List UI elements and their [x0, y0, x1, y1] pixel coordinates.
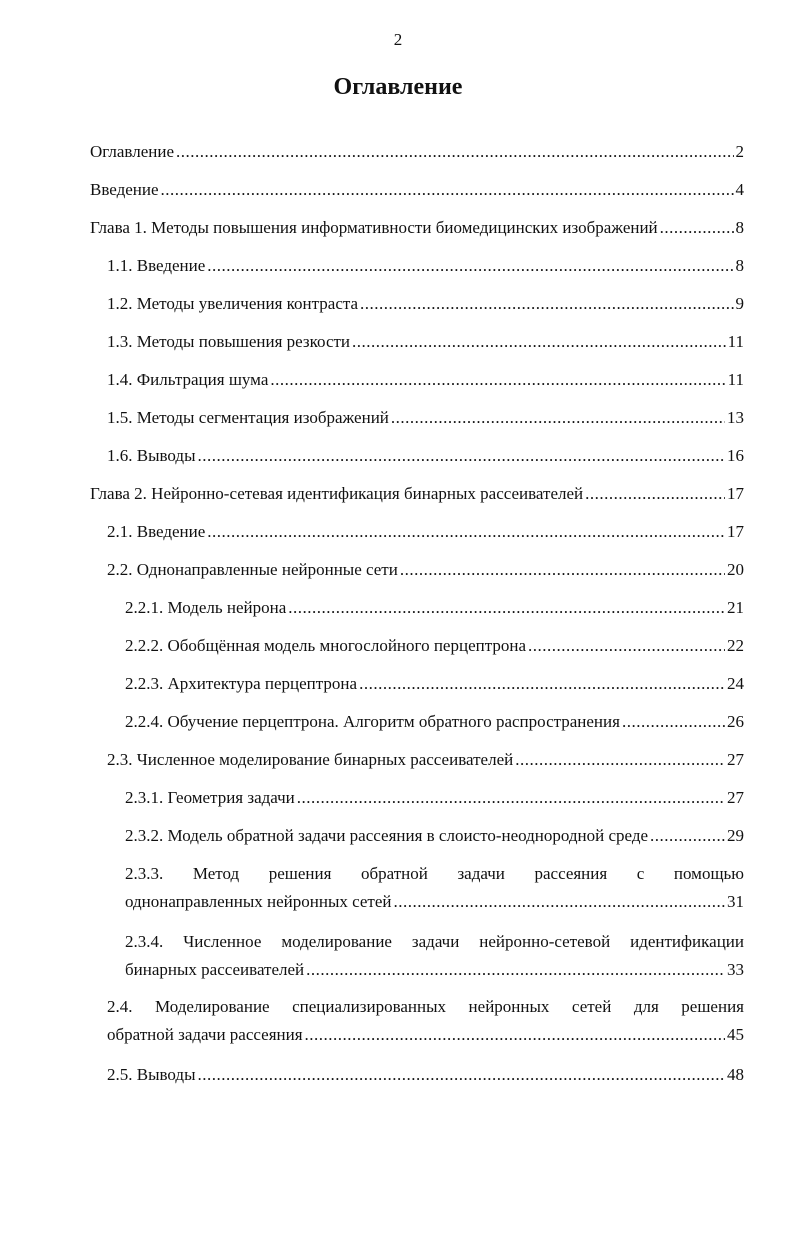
dot-leader	[515, 746, 725, 774]
toc-entry-page: 9	[735, 294, 744, 313]
dot-leader	[207, 518, 725, 546]
toc-entry-label: 2.2.3. Архитектура перцептрона	[125, 674, 358, 693]
toc-title: Оглавление	[333, 74, 463, 100]
toc-entry-chapter-2[interactable]	[90, 480, 744, 508]
toc-entry-label-line2: обратной задачи рассеяния	[107, 1025, 303, 1044]
toc-entry-label: Глава 1. Методы повышения информативности биомедицинских изображений	[90, 218, 658, 237]
toc-entry-2-3-3[interactable]	[125, 860, 744, 916]
toc-entry-label-line2: однонаправленных нейронных сетей	[125, 892, 392, 911]
toc-entry-2-3-1[interactable]	[125, 784, 744, 812]
toc-entry-2-2-2[interactable]	[125, 632, 744, 660]
toc-entry-page: 24	[727, 674, 744, 693]
toc-entry-1-5[interactable]	[107, 404, 744, 432]
toc-entry-page: 48	[727, 1065, 744, 1084]
toc-entry-label: Оглавление	[90, 142, 174, 161]
toc-entry-label: 2.2.4. Обучение перцептрона. Алгоритм обратного распространения	[125, 712, 620, 731]
toc-entry-label: 1.4. Фильтрация шума	[107, 370, 269, 389]
toc-entry-page: 26	[727, 712, 744, 731]
dot-leader	[360, 290, 733, 318]
dot-leader	[391, 404, 725, 432]
dot-leader	[198, 442, 725, 470]
toc-entry-2-5[interactable]	[107, 1061, 744, 1089]
dot-leader	[161, 176, 734, 204]
dot-leader	[585, 480, 725, 508]
toc-entry-page: 27	[727, 750, 744, 769]
toc-entry-1-1[interactable]	[107, 252, 744, 280]
toc-entry-page: 17	[727, 484, 744, 503]
toc-entry-page: 16	[727, 446, 744, 465]
dot-leader	[176, 138, 734, 166]
toc-entry-label: 2.2.2. Обобщённая модель многослойного перцептрона	[125, 636, 526, 655]
dot-leader	[359, 670, 725, 698]
toc-entry-2-1[interactable]	[107, 518, 744, 546]
toc-entry-page: 4	[735, 180, 744, 199]
toc-entry-label: 1.1. Введение	[107, 256, 206, 275]
dot-leader	[270, 366, 725, 394]
toc-entry-1-3[interactable]	[107, 328, 744, 356]
toc-entry-page: 29	[727, 826, 744, 845]
dot-leader	[650, 822, 725, 850]
toc-entry-label: 1.5. Методы сегментация изображений	[107, 408, 389, 427]
dot-leader	[528, 632, 725, 660]
toc-entry-page: 27	[727, 788, 744, 807]
toc-entry-page: 8	[735, 256, 744, 275]
toc-entry-page: 33	[727, 960, 744, 979]
toc-entry-contents[interactable]	[90, 138, 744, 166]
dot-leader	[660, 214, 734, 242]
toc-entry-2-2-3[interactable]	[125, 670, 744, 698]
toc-entry-page: 20	[727, 560, 744, 579]
toc-entry-label: 2.5. Выводы	[107, 1065, 196, 1084]
toc-entry-label-line1: 2.4. Моделирование специализированных нейронных сетей для решения	[107, 997, 744, 1016]
toc-entry-1-4[interactable]	[107, 366, 744, 394]
toc-entry-label: 2.3. Численное моделирование бинарных рассеивателей	[107, 750, 514, 769]
dot-leader	[394, 888, 726, 916]
toc-entry-label-line1: 2.3.4. Численное моделирование задачи нейронно-сетевой идентификации	[125, 932, 744, 951]
toc-entry-label: 1.3. Методы повышения резкости	[107, 332, 351, 351]
toc-entry-page: 2	[735, 142, 744, 161]
toc-entry-label: 2.3.2. Модель обратной задачи рассеяния в слоисто-неоднородной среде	[125, 826, 649, 845]
toc-entry-page: 45	[727, 1025, 744, 1044]
dot-leader	[305, 1021, 725, 1049]
toc-entry-label-line2: бинарных рассеивателей	[125, 960, 305, 979]
toc-entry-page: 31	[727, 892, 744, 911]
toc-entry-2-3[interactable]	[107, 746, 744, 774]
toc-entry-2-2-1[interactable]	[125, 594, 744, 622]
toc-entry-2-3-2[interactable]	[125, 822, 744, 850]
toc-entry-label: 2.2. Однонаправленные нейронные сети	[107, 560, 398, 579]
toc-entry-page: 11	[727, 332, 744, 351]
dot-leader	[198, 1061, 725, 1089]
toc-entry-page: 8	[735, 218, 744, 237]
toc-entry-label: 1.2. Методы увеличения контраста	[107, 294, 359, 313]
toc-entry-2-2-4[interactable]	[125, 708, 744, 736]
toc-entry-label: 2.2.1. Модель нейрона	[125, 598, 287, 617]
toc-entry-2-4[interactable]	[107, 993, 744, 1049]
toc-entry-page: 21	[727, 598, 744, 617]
toc-entry-2-3-4[interactable]	[125, 928, 744, 984]
dot-leader	[352, 328, 726, 356]
dot-leader	[306, 956, 725, 984]
dot-leader	[400, 556, 725, 584]
toc-entry-2-2[interactable]	[107, 556, 744, 584]
toc-entry-label: Глава 2. Нейронно-сетевая идентификация бинарных рассеивателей	[90, 484, 584, 503]
toc-entry-page: 11	[727, 370, 744, 389]
toc-entry-introduction[interactable]	[90, 176, 744, 204]
toc-entry-1-6[interactable]	[107, 442, 744, 470]
page-number: 2	[393, 30, 403, 49]
toc-entry-label: Введение	[90, 180, 159, 199]
toc-entry-page: 13	[727, 408, 744, 427]
toc-entry-chapter-1[interactable]	[90, 214, 744, 242]
dot-leader	[297, 784, 725, 812]
dot-leader	[622, 708, 725, 736]
toc-entry-page: 17	[727, 522, 744, 541]
toc-entry-1-2[interactable]	[107, 290, 744, 318]
toc-entry-page: 22	[727, 636, 744, 655]
toc-entry-label-line1: 2.3.3. Метод решения обратной задачи рассеяния с помощью	[125, 864, 744, 883]
toc-entry-label: 2.1. Введение	[107, 522, 206, 541]
toc-entry-label: 2.3.1. Геометрия задачи	[125, 788, 295, 807]
dot-leader	[207, 252, 733, 280]
dot-leader	[288, 594, 725, 622]
toc-entry-label: 1.6. Выводы	[107, 446, 196, 465]
